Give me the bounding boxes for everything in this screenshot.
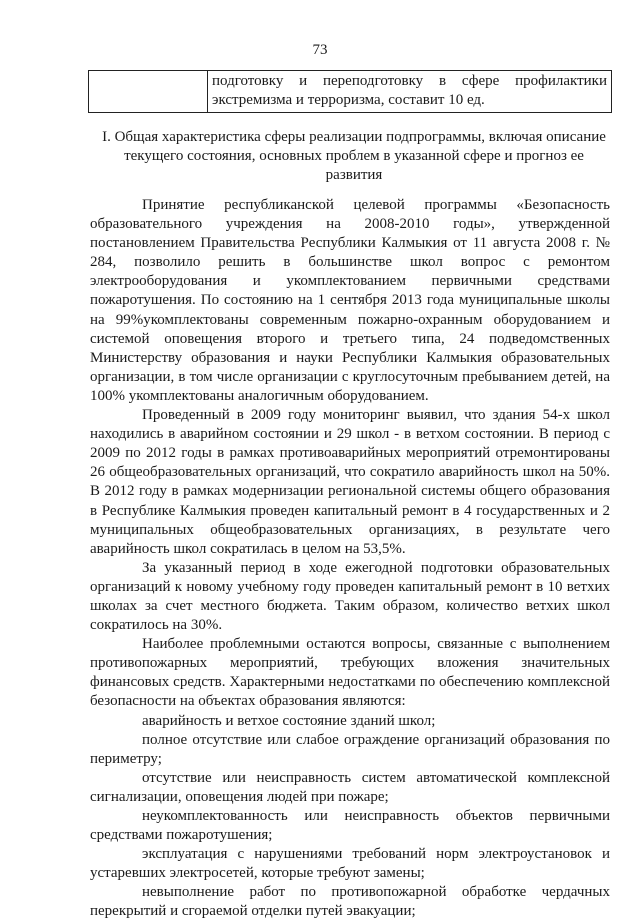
table-empty-cell <box>89 71 208 113</box>
list-item: полное отсутствие или слабое ограждение организаций образования по периметру; <box>90 731 610 767</box>
paragraph: За указанный период в ходе ежегодной подготовки образовательных организаций к новому учебному году проведен капитальный ремонт в 10 ветхих школах за счет местного бюджета. Таким образом, количество ветхих школ сократилось на 30%. <box>90 559 610 634</box>
list-item: аварийность и ветхое состояние зданий школ; <box>142 712 436 729</box>
table-row <box>89 71 612 113</box>
list-item: невыполнение работ по противопожарной обработке чердачных перекрытий и сгораемой отделки путей эвакуации; <box>90 884 610 920</box>
section-heading: I. Общая характеристика сферы реализации подпрограммы, включая описание текущего состояния, основных проблем в указанной сфере и прогноз ее развития <box>102 129 606 183</box>
page-number: 73 <box>312 42 328 58</box>
list-item: неукомплектованность или неисправность объектов первичными средствами пожаротушения; <box>90 808 610 844</box>
paragraph: Принятие республиканской целевой программы «Безопасность образовательного учреждения на 2008-2010 годы», утвержденной постановлением Правительства Республики Калмыкия от 11 августа 2008 г. № 284, позволило решить в большинстве школ вопрос с ремонтом электрооборудования и укомплектованием первичными средствами пожаротушения. По состоянию на 1 сентября 2013 года муниципальные школы на 99%укомплектованы современным пожарно-охранным оборудованием и системой оповещения второго и третьего типа, 24 подведомственных Министерству образования и науки Республики Калмыкия образовательных организации, в том числе организации с круглосуточным пребыванием детей, на 100% укомплектованы аналогичным оборудованием. <box>90 197 610 404</box>
paragraph: Проведенный в 2009 году мониторинг выявил, что здания 54-х школ находились в аварийном состоянии и 29 школ - в ветхом состоянии. В период с 2009 по 2012 годы в рамках противоаварийных мероприятий отремонтированы 26 общеобразовательных организаций, что сократило аварийность школ на 50%. В 2012 году в рамках модернизации региональной системы общего образования в Республике Калмыкия проведен капитальный ремонт в 4 государственных и 2 муниципальных общеобразовательных организациях, в результате чего аварийность школ сократилась в целом на 53,5%. <box>90 407 610 557</box>
table-text-line-1: подготовку и переподготовку в сфере профилактики <box>212 73 607 89</box>
list-item: эксплуатация с нарушениями требований норм электроустановок и устаревших электросетей, которые требуют замены; <box>90 846 610 882</box>
list-item: отсутствие или неисправность систем автоматической комплексной сигнализации, оповещения людей при пожаре; <box>90 769 610 805</box>
paragraph: Наиболее проблемными остаются вопросы, связанные с выполнением противопожарных мероприятий, требующих вложения значительных финансовых средств. Характерными недостатками по обеспечению комплексной безопасности на объектах образования являются: <box>90 636 610 710</box>
table-text-line-2: экстремизма и терроризма, составит 10 ед. <box>212 92 485 108</box>
body-text <box>90 196 610 922</box>
continuation-table <box>88 70 612 113</box>
table-text-cell <box>208 71 612 113</box>
